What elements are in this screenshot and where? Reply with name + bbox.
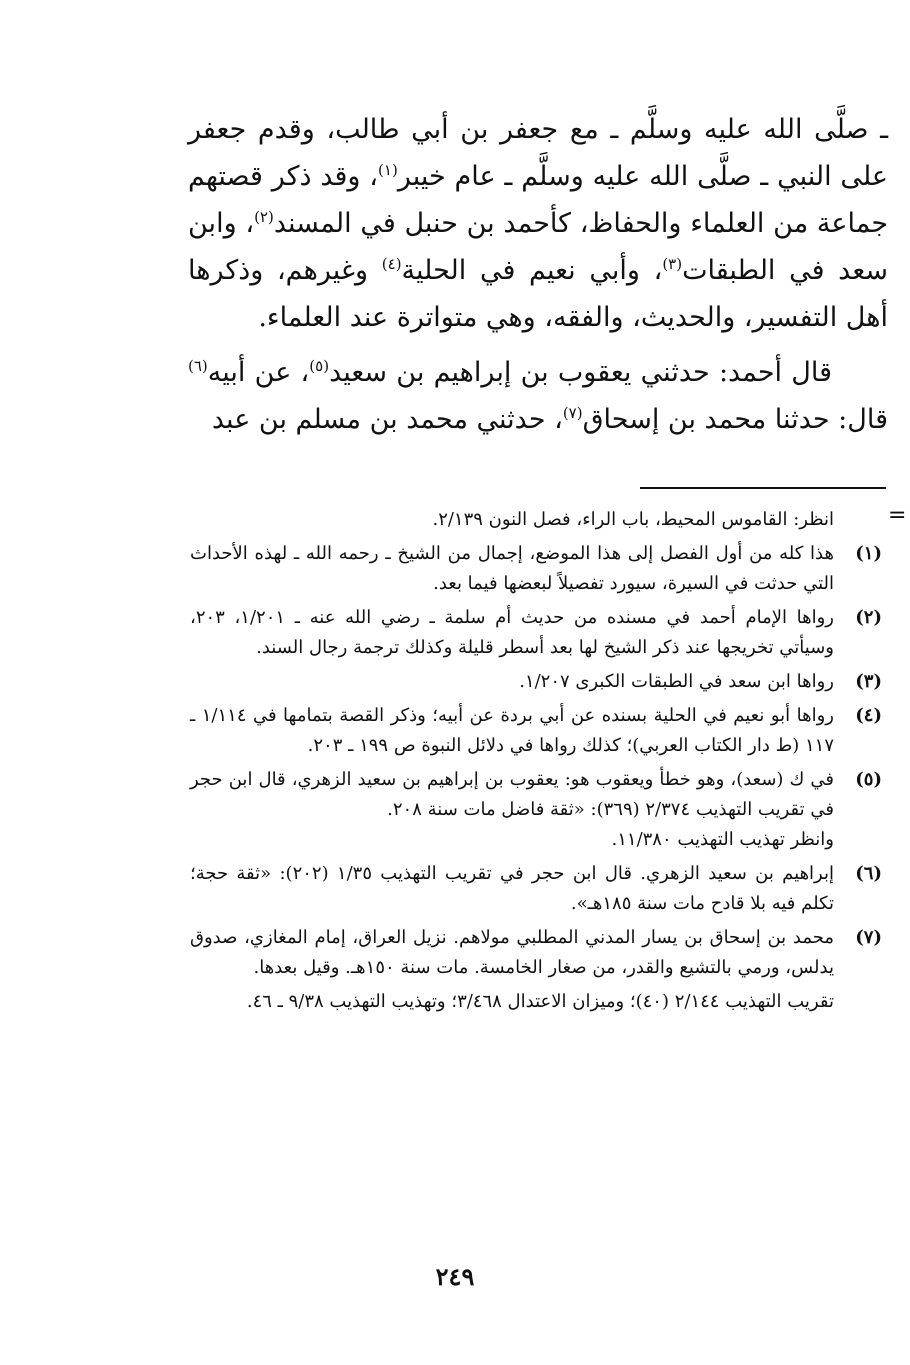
text-run: ، وابن سعد في الطبقات xyxy=(188,208,889,286)
footnote-ref-6[interactable]: (٦) xyxy=(188,357,208,375)
footnote-text: محمد بن إسحاق بن يسار المدني المطلبي مولاهم. نزيل العراق، إمام المغازي، صدوق يدلس، ورمي بالتشيع والقدر، من صغار الخامسة. مات سنة ١٥٠هـ. وقيل بعدها. xyxy=(190,927,834,978)
footnote-1 xyxy=(190,539,882,599)
text-run: وغيرهم، وذكرها أهل التفسير، والحديث، والفقه، وهي متواترة عند العلماء. xyxy=(188,255,888,333)
main-text xyxy=(188,106,888,443)
footnote-continuation-mark: = xyxy=(888,503,907,528)
footnotes xyxy=(190,505,882,1021)
footnote-text: رواها ابن سعد في الطبقات الكبرى ١/٢٠٧. xyxy=(519,671,834,692)
footnote-7 xyxy=(190,923,882,983)
footnote-number: (٦) xyxy=(855,863,882,884)
footnote-text: رواها الإمام أحمد في مسنده من حديث أم سلمة ـ رضي الله عنه ـ ١/٢٠١، ٢٠٣، وسيأتي تخريجها عند ذكر الشيخ لها بعد أسطر قليلة وكذلك ترجمة رجال السند. xyxy=(190,607,834,658)
text-run: ، وقد ذكر قصتهم جماعة من العلماء والحفاظ، كأحمد بن حنبل في المسند xyxy=(188,161,889,239)
footnote-text xyxy=(190,765,834,855)
footnote-text: رواها أبو نعيم في الحلية بسنده عن أبي بردة عن أبيه؛ وذكر القصة بتمامها في ١/١١٤ ـ ١١٧ (ط دار الكتاب العربي)؛ كذلك رواها في دلائل النبوة ص ١٩٩ ـ ٢٠٣. xyxy=(190,705,834,756)
text-run: ، حدثني محمد بن مسلم بن عبد xyxy=(211,404,563,435)
footnote-number: (٧) xyxy=(855,927,882,948)
footnote-5 xyxy=(190,765,882,855)
footnote-ref-2[interactable]: (٢) xyxy=(254,208,274,226)
footnote-6 xyxy=(190,859,882,919)
text-run: ، وأبي نعيم في الحلية xyxy=(401,255,663,286)
text-run: ، عن أبيه xyxy=(207,357,310,388)
footnote-number: (٤) xyxy=(855,705,882,726)
footnote-number: (٣) xyxy=(855,671,882,692)
footnote-3 xyxy=(190,667,882,697)
footnote-text-main: في ك (سعد)، وهو خطأ ويعقوب هو: يعقوب بن إبراهيم بن سعيد الزهري، قال ابن حجر في تقريب التهذيب ٢/٣٧٤ (٣٦٩): «ثقة فاضل مات سنة ٢٠٨. xyxy=(190,769,834,820)
footnote-4 xyxy=(190,701,882,761)
text-run: قال: حدثنا محمد بن إسحاق xyxy=(582,404,888,435)
footnote-number: (١) xyxy=(855,543,882,564)
footnote-7-sources: تقريب التهذيب ٢/١٤٤ (٤٠)؛ وميزان الاعتدال ٣/٤٦٨؛ وتهذيب التهذيب ٩/٣٨ ـ ٤٦. xyxy=(246,991,834,1012)
footnote-ref-5[interactable]: (٥) xyxy=(309,357,330,375)
footnote-separator xyxy=(640,487,886,489)
footnote-text: هذا كله من أول الفصل إلى هذا الموضع، إجمال من الشيخ ـ رحمه الله ـ لهذه الأحداث التي حدثت في السيرة، سيورد تفصيلاً لبعضها فيما بعد. xyxy=(190,543,834,594)
footnote-continuation: انظر: القاموس المحيط، باب الراء، فصل النون ٢/١٣٩. xyxy=(432,509,834,530)
footnote-number: (٥) xyxy=(855,769,882,790)
footnote-ref-7[interactable]: (٧) xyxy=(562,404,583,422)
main-paragraph-1 xyxy=(188,106,888,341)
footnote-number: (٢) xyxy=(855,607,882,628)
footnote-text-extra: وانظر تهذيب التهذيب ١١/٣٨٠. xyxy=(611,829,834,850)
main-paragraph-2 xyxy=(188,349,888,443)
footnote-ref-4[interactable]: (٤) xyxy=(381,255,402,273)
footnote-ref-1[interactable]: (١) xyxy=(378,161,398,179)
text-run: ـ صلَّى الله عليه وسلَّم ـ مع جعفر بن أبي طالب، وقدم جعفر على النبي ـ صلَّى الله عليه وسلَّم ـ عام خيبر xyxy=(188,114,888,192)
footnote-ref-3[interactable]: (٣) xyxy=(662,255,683,273)
page-number: ٢٤٩ xyxy=(435,1262,475,1291)
footnote-text: إبراهيم بن سعيد الزهري. قال ابن حجر في تقريب التهذيب ١/٣٥ (٢٠٢): «ثقة حجة؛ تكلم فيه بلا قادح مات سنة ١٨٥هـ». xyxy=(190,863,835,914)
text-run: قال أحمد: حدثني يعقوب بن إبراهيم بن سعيد xyxy=(329,357,832,388)
footnote-2 xyxy=(190,603,882,663)
